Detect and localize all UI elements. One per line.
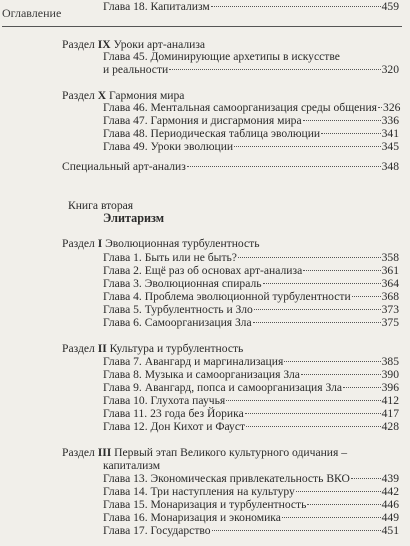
toc-entry (103, 511, 399, 525)
page-number: 442 (381, 485, 399, 498)
entry-title: Глава 8. Музыка и самоорганизация Зла (103, 368, 300, 381)
toc-entry (103, 407, 399, 421)
dot-leader (226, 399, 380, 401)
toc-line (103, 0, 399, 14)
toc-entry (103, 127, 399, 141)
page-number: 326 (383, 101, 401, 114)
entry-title: Глава 1. Быть или не быть? (103, 251, 237, 264)
dot-leader (263, 282, 381, 284)
page-number: 385 (381, 355, 399, 368)
dot-leader (296, 490, 381, 492)
toc-line (103, 316, 399, 330)
toc-line (103, 251, 399, 265)
page-number: 390 (381, 368, 399, 381)
toc-line (103, 303, 399, 317)
section-number: IX (97, 38, 111, 51)
toc-entry (103, 355, 399, 369)
toc-entry (103, 63, 399, 77)
entry-title: Глава 46. Ментальная самоорганизация среды общения (103, 101, 378, 114)
entry-title: Глава 47. Гармония и дисгармония мира (103, 114, 302, 127)
dot-leader (352, 295, 381, 297)
toc-entry (103, 420, 399, 434)
section-heading (62, 446, 347, 460)
page-number: 341 (381, 127, 399, 140)
dot-leader (187, 165, 381, 167)
section-title: Эволюционная турбулентность (105, 237, 260, 250)
page-number: 449 (381, 511, 399, 524)
section-number: II (97, 342, 107, 355)
toc-entry (103, 114, 399, 128)
book-label: Книга вторая (68, 199, 134, 212)
toc-entry (103, 381, 399, 395)
entry-title: Глава 6. Самоорганизация Зла (103, 316, 252, 329)
page-number: 417 (381, 407, 399, 420)
section-label: Раздел (62, 89, 95, 102)
toc-line (103, 472, 399, 486)
page-number: 364 (381, 277, 399, 290)
toc-line (103, 524, 399, 538)
entry-title: Глава 2. Ещё раз об основах арт-анализа (103, 264, 303, 277)
page-number: 396 (381, 381, 399, 394)
section-title: Гармония мира (108, 89, 185, 102)
toc-entry (103, 524, 399, 538)
toc-line (103, 368, 399, 382)
page-number: 428 (381, 420, 399, 433)
page-number: 336 (381, 114, 399, 127)
toc-entry (103, 368, 399, 382)
page-number: 361 (381, 264, 399, 277)
page-number: 375 (381, 316, 399, 329)
section-title: Уроки арт-анализа (113, 38, 206, 51)
entry-title: Глава 9. Авангард, попса и самоорганизация Зла (103, 381, 343, 394)
toc-line (103, 407, 399, 421)
toc-entry (103, 264, 399, 278)
toc-line (103, 127, 399, 141)
page-number: 358 (381, 251, 399, 264)
dot-leader (254, 308, 381, 310)
header-rule (2, 26, 402, 27)
dot-leader (234, 145, 380, 147)
section-label: Раздел (62, 237, 95, 250)
dot-leader (253, 321, 381, 323)
toc-line (103, 264, 399, 278)
page-number: 368 (381, 290, 399, 303)
entry-title: Глава 11. 23 года без Йорика (103, 407, 244, 420)
section-title: Первый этап Великого культурного одичания – (114, 446, 348, 459)
toc-line (103, 381, 399, 395)
section-label: Раздел (62, 38, 95, 51)
dot-leader (211, 5, 381, 7)
toc-entry (103, 394, 399, 408)
dot-leader (169, 68, 380, 70)
entry-title: Специальный арт-анализ (62, 160, 186, 173)
page-number: 459 (381, 0, 399, 13)
entry-title: Глава 5. Турбулентность и Зло (103, 303, 253, 316)
dot-leader (378, 106, 382, 108)
toc-line (103, 63, 399, 77)
page-number: 451 (381, 524, 399, 537)
page-number: 439 (381, 472, 399, 485)
toc-entry (103, 472, 399, 486)
dot-leader (303, 269, 380, 271)
toc-line (62, 160, 399, 174)
entry-title: Глава 48. Периодическая таблица эволюции (103, 127, 321, 140)
chapter-entry: Глава 45. Доминирующие архетипы в искусстве (103, 50, 340, 63)
section-number: I (97, 237, 103, 250)
toc-line (103, 140, 399, 154)
section-heading (62, 342, 243, 356)
page-number: 320 (381, 63, 399, 76)
dot-leader (303, 119, 381, 121)
section-label: Раздел (62, 342, 95, 355)
section-title: Культура и турбулентность (109, 342, 244, 355)
entry-title: Глава 12. Дон Кихот и Фауст (103, 420, 246, 433)
toc-line (103, 420, 399, 434)
entry-title: Глава 10. Глухота паучья (103, 394, 226, 407)
toc-line (103, 498, 399, 512)
book-title: Элитаризм (103, 211, 165, 225)
toc-entry (103, 290, 399, 304)
page-number: 345 (381, 140, 399, 153)
section-heading (62, 237, 260, 251)
entry-title: Глава 3. Эволюционная спираль (103, 277, 262, 290)
page-number: 373 (381, 303, 399, 316)
section-title-continued: капитализм (103, 459, 161, 472)
section-number: X (97, 89, 107, 102)
entry-title: Глава 16. Монаризация и экономика (103, 511, 281, 524)
running-title: Оглавление (2, 6, 62, 20)
entry-title: Глава 17. Государство (103, 524, 211, 537)
toc-line (103, 114, 399, 128)
entry-title: Глава 49. Уроки эволюции (103, 140, 234, 153)
dot-leader (212, 529, 381, 531)
toc-entry (103, 0, 399, 14)
toc-line (103, 511, 399, 525)
toc-entry (62, 160, 399, 174)
toc-line (103, 277, 399, 291)
toc-entry (103, 277, 399, 291)
entry-title: Глава 15. Монаризация и турбулентность (103, 498, 307, 511)
toc-entry (103, 485, 399, 499)
dot-leader (301, 373, 381, 375)
dot-leader (284, 360, 380, 362)
toc-entry (103, 498, 399, 512)
toc-line (103, 485, 399, 499)
toc-line (103, 101, 399, 115)
dot-leader (238, 256, 381, 258)
dot-leader (321, 132, 380, 134)
entry-title: и реальности (103, 63, 169, 76)
entry-title: Глава 4. Проблема эволюционной турбулентности (103, 290, 351, 303)
dot-leader (245, 412, 381, 414)
dot-leader (343, 386, 381, 388)
dot-leader (282, 516, 381, 518)
page-number: 412 (381, 394, 399, 407)
toc-entry (103, 140, 399, 154)
entry-title: Глава 13. Экономическая привлекательность ВКО (103, 472, 350, 485)
entry-title: Глава 18. Капитализм (103, 0, 210, 13)
section-label: Раздел (62, 446, 95, 459)
toc-entry (103, 251, 399, 265)
toc-entry (103, 101, 399, 115)
dot-leader (351, 477, 381, 479)
toc-entry (103, 316, 399, 330)
toc-line (103, 290, 399, 304)
entry-title: Глава 14. Три наступления на культуру (103, 485, 295, 498)
toc-line (103, 355, 399, 369)
section-number: III (97, 446, 112, 459)
page-number: 446 (381, 498, 399, 511)
dot-leader (307, 503, 380, 505)
toc-entry (103, 303, 399, 317)
toc-line (103, 394, 399, 408)
dot-leader (246, 425, 381, 427)
page-number: 348 (381, 160, 399, 173)
entry-title: Глава 7. Авангард и маргинализация (103, 355, 284, 368)
